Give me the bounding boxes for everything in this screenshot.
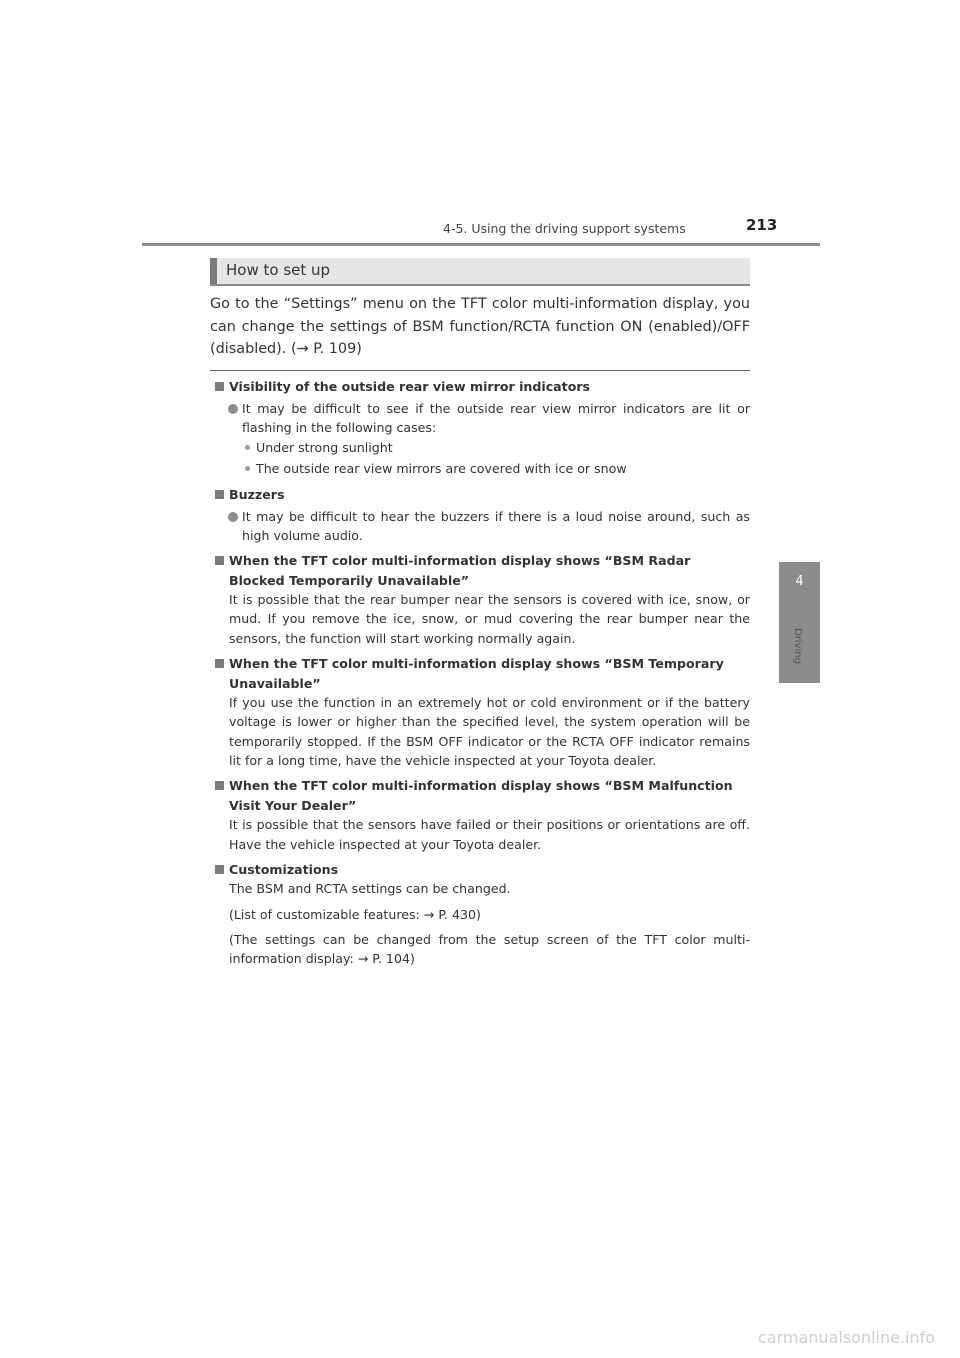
chapter-label: Driving xyxy=(792,628,803,664)
note-heading xyxy=(212,377,750,397)
note-paragraph: It is possible that the sensors have failed or their positions or orientations are off. Have the vehicle inspected at your Toyota dealer. xyxy=(229,817,750,852)
header-divider xyxy=(142,243,820,246)
note-heading-text: Customizations xyxy=(229,861,339,877)
note-heading-text: When the TFT color multi-information display shows “BSM Malfunction Visit Your Dealer” xyxy=(229,778,733,813)
chapter-tab xyxy=(779,562,820,683)
small-dot-icon xyxy=(245,466,250,471)
note-paragraph: The BSM and RCTA settings can be changed. xyxy=(229,881,511,897)
note-heading-text: Buzzers xyxy=(229,487,285,503)
section-title: 4-5. Using the driving support systems xyxy=(443,221,686,236)
square-bullet-icon xyxy=(215,382,224,391)
bullet-text: It may be difficult to see if the outside rear view mirror indicators are lit or flashing in the following cases: xyxy=(242,400,750,435)
note-paragraph: If you use the function in an extremely hot or cold environment or if the battery voltage is lower or higher than the specified level, the system operation will be temporarily stopped. If the BSM OFF indicator or the RCTA OFF indicator remains lit for a long time, have the vehicle inspected at your Toyota dealer. xyxy=(229,695,750,768)
square-bullet-icon xyxy=(215,659,224,668)
bullet-item xyxy=(212,507,750,546)
note-heading-text: When the TFT color multi-information display shows “BSM Temporary Unavailable” xyxy=(229,656,724,691)
note-heading xyxy=(212,654,750,693)
bullet-text: It may be difficult to hear the buzzers if there is a loud noise around, such as high volume audio. xyxy=(242,508,750,543)
square-bullet-icon xyxy=(215,865,224,874)
square-bullet-icon xyxy=(215,490,224,499)
note-customizations xyxy=(212,860,750,969)
note-heading xyxy=(212,485,750,505)
section-heading-bar xyxy=(210,258,750,284)
note-heading-text: When the TFT color multi-information display shows “BSM Radar Blocked Temporarily Unavailable” xyxy=(229,553,691,588)
note-paragraph: (List of customizable features: → P. 430) xyxy=(229,906,481,922)
sub-bullet-text: Under strong sunlight xyxy=(256,440,393,456)
circle-bullet-icon xyxy=(228,512,238,522)
heading-underline xyxy=(210,284,750,286)
note-heading xyxy=(212,860,750,880)
notes-list xyxy=(212,377,750,975)
square-bullet-icon xyxy=(215,556,224,565)
small-dot-icon xyxy=(245,445,250,450)
note-heading xyxy=(212,551,750,590)
sub-bullet-item xyxy=(212,437,750,458)
note-buzzers xyxy=(212,485,750,545)
sub-bullet-item xyxy=(212,458,750,479)
section-heading: How to set up xyxy=(226,261,331,279)
note-radar-blocked xyxy=(212,551,750,648)
intro-paragraph: Go to the “Settings” menu on the TFT color multi-information display, you can change the settings of BSM function/RCTA function ON (enabled)/OFF (disabled). (→ P. 109) xyxy=(210,296,750,358)
bullet-item xyxy=(212,399,750,438)
page-number: 213 xyxy=(746,216,778,234)
square-bullet-icon xyxy=(215,781,224,790)
circle-bullet-icon xyxy=(228,404,238,414)
note-temporary-unavailable xyxy=(212,654,750,770)
chapter-number: 4 xyxy=(795,574,804,589)
section-divider xyxy=(210,370,750,371)
note-malfunction xyxy=(212,776,750,854)
note-heading-text: Visibility of the outside rear view mirror indicators xyxy=(229,379,591,394)
note-paragraph: (The settings can be changed from the setup screen of the TFT color multi-information display: → P. 104) xyxy=(229,931,750,967)
note-heading xyxy=(212,776,750,815)
watermark: carmanualsonline.info xyxy=(758,1328,936,1347)
note-visibility xyxy=(212,377,750,479)
note-paragraph: It is possible that the rear bumper near the sensors is covered with ice, snow, or mud. If you remove the ice, snow, or mud covering the rear bumper near the sensors, the function will start working normally again. xyxy=(229,592,750,646)
sub-bullet-text: The outside rear view mirrors are covered with ice or snow xyxy=(256,461,627,477)
